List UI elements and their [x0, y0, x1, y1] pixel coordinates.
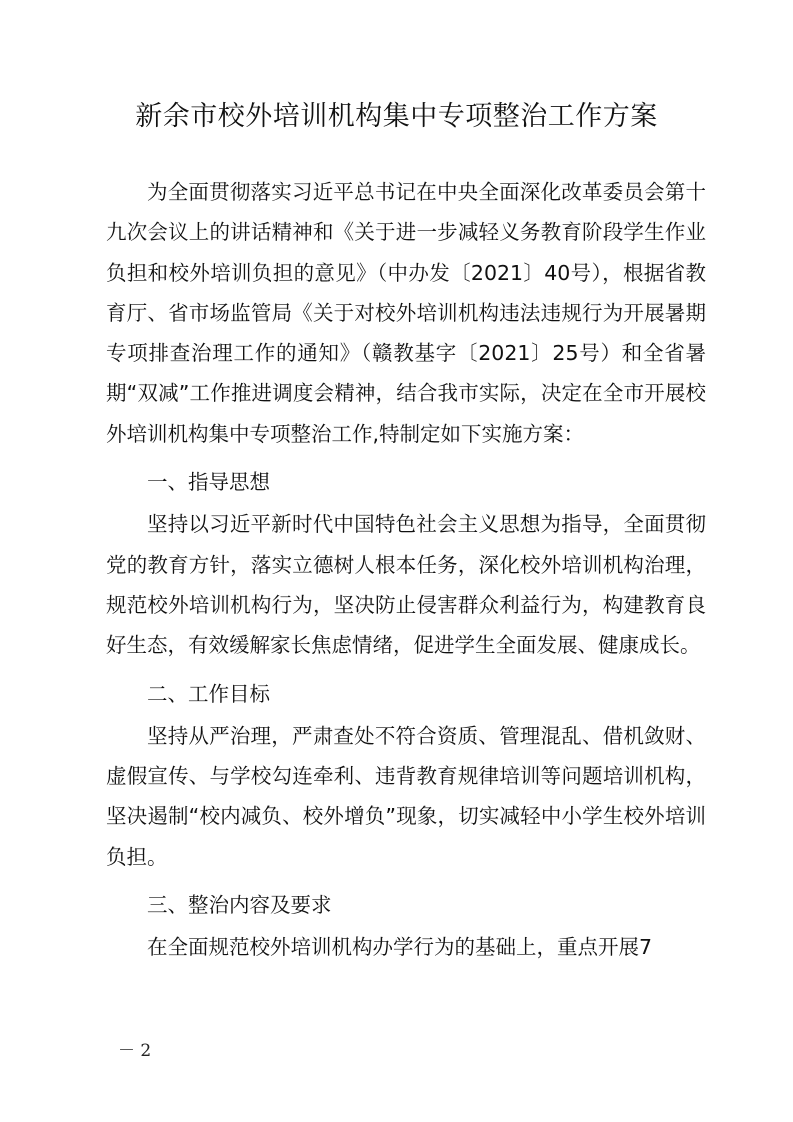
- section-text-guiding-ideology: 坚持以习近平新时代中国特色社会主义思想为指导，全面贯彻党的教育方针，落实立德树人根本任务，深化校外培训机构治理，规范校外培训机构行为，坚决防止侵害群众利益行为，构建教育良好生态，有效缓解家长焦虑情绪，促进学生全面发展、健康成长。: [106, 512, 706, 658]
- section-heading-work-goals: 二、工作目标: [147, 681, 270, 706]
- section-text-work-goals: 坚持从严治理，严肃查处不符合资质、管理混乱、借机敛财、虚假宣传、与学校勾连牵利、违背教育规律培训等问题培训机构，坚决遏制“校内减负、校外增负”现象，切实减轻中小学生校外培训负担。: [106, 723, 706, 869]
- document-title: 新余市校外培训机构集中专项整治工作方案: [135, 101, 658, 132]
- document-body: [106, 172, 706, 968]
- section-heading-guiding-ideology: 一、指导思想: [147, 470, 270, 495]
- intro-paragraph: 为全面贯彻落实习近平总书记在中央全面深化改革委员会第十九次会议上的讲话精神和《关于进一步减轻义务教育阶段学生作业负担和校外培训负担的意见》（中办发〔2021〕40号），根据省教育厅、省市场监管局《关于对校外培训机构违法违规行为开展暑期专项排查治理工作的通知》（赣教基字〔2021〕25号）和全省暑期“双减”工作推进调度会精神，结合我市实际，决定在全市开展校外培训机构集中专项整治工作,特制定如下实施方案：: [106, 180, 706, 446]
- page-number: － 2: [118, 1041, 152, 1061]
- section-text-rectification-content: 在全面规范校外培训机构办学行为的基础上，重点开展7: [147, 935, 653, 960]
- section-heading-rectification-content: 三、整治内容及要求: [147, 893, 332, 918]
